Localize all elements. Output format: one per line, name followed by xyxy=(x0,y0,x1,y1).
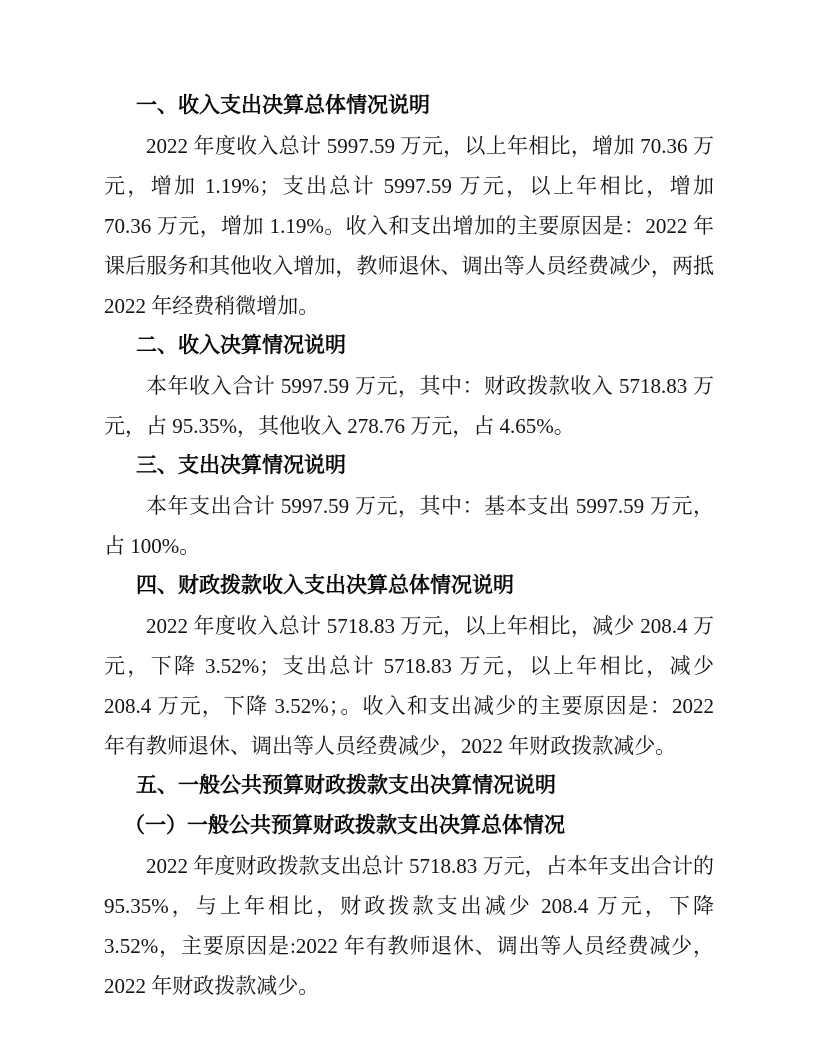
section-subheading: （一）一般公共预算财政拨款支出决算总体情况 xyxy=(124,814,565,837)
section-heading: 一、收入支出决算总体情况说明 xyxy=(136,94,430,117)
section-general-public-budget xyxy=(104,766,714,1006)
section-heading: 五、一般公共预算财政拨款支出决算情况说明 xyxy=(136,774,556,797)
section-overall-revenue-expenditure xyxy=(104,86,714,326)
section-paragraph: 2022 年度收入总计 5997.59 万元，以上年相比，增加 70.36 万元，增加 1.19%；支出总计 5997.59 万元，以上年相比，增加 70.36 万元，增加 1.19%。收入和支出增加的主要原因是：2022 年课后服务和其他收入增加，教师退休、调出等人员经费减少，两抵 2022 年经费稍微增加。 xyxy=(104,134,714,318)
section-heading: 四、财政拨款收入支出决算总体情况说明 xyxy=(136,574,514,597)
section-paragraph: 2022 年度收入总计 5718.83 万元，以上年相比，减少 208.4 万元，下降 3.52%；支出总计 5718.83 万元，以上年相比，减少 208.4 万元，下降 3.52%；。收入和支出减少的主要原因是：2022 年有教师退休、调出等人员经费减少，2022 年财政拨款减少。 xyxy=(104,614,714,758)
section-heading: 三、支出决算情况说明 xyxy=(136,454,346,477)
section-heading: 二、收入决算情况说明 xyxy=(136,334,346,357)
section-paragraph: 本年支出合计 5997.59 万元，其中：基本支出 5997.59 万元，占 100%。 xyxy=(104,494,714,558)
section-revenue-accounts xyxy=(104,326,714,446)
section-paragraph: 2022 年度财政拨款支出总计 5718.83 万元，占本年支出合计的 95.35%，与上年相比，财政拨款支出减少 208.4 万元，下降 3.52%，主要原因是:2022 年有教师退休、调出等人员经费减少，2022 年财政拨款减少。 xyxy=(104,854,714,998)
section-paragraph: 本年收入合计 5997.59 万元，其中：财政拨款收入 5718.83 万元，占 95.35%，其他收入 278.76 万元，占 4.65%。 xyxy=(104,374,714,438)
section-expenditure-accounts xyxy=(104,446,714,566)
section-fiscal-appropriation-overall xyxy=(104,566,714,766)
